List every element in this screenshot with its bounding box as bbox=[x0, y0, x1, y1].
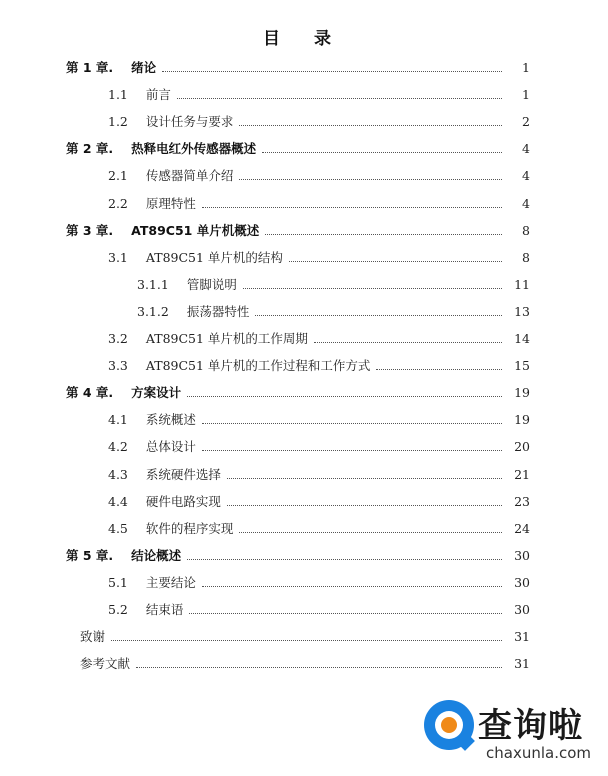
toc-entry-page: 31 bbox=[514, 629, 530, 645]
toc-entry-page: 11 bbox=[514, 276, 530, 292]
dot-leader bbox=[227, 505, 502, 506]
toc-entry-page: 4 bbox=[522, 141, 530, 157]
toc-entry bbox=[80, 656, 530, 672]
toc-entry-label bbox=[66, 385, 181, 401]
toc-entry-label bbox=[108, 412, 196, 428]
toc-entry-text: 前言 bbox=[145, 87, 171, 103]
dot-leader bbox=[187, 559, 502, 560]
toc-entry bbox=[108, 114, 530, 130]
toc-entry-label bbox=[137, 304, 249, 320]
toc-entry-label bbox=[137, 277, 237, 293]
toc-entry-label bbox=[108, 575, 196, 591]
dot-leader bbox=[239, 125, 502, 126]
toc-entry bbox=[108, 87, 530, 103]
dot-leader bbox=[239, 532, 502, 533]
toc-entry-number: 第 4 章. bbox=[66, 385, 114, 401]
toc-entry-label bbox=[80, 629, 105, 645]
toc-entry-number: 3.2 bbox=[108, 331, 128, 346]
toc-entry-number: 5.2 bbox=[108, 602, 128, 617]
dot-leader bbox=[243, 288, 502, 289]
toc-entry-page: 30 bbox=[514, 574, 530, 590]
toc-entry-number: 1.2 bbox=[108, 114, 128, 130]
toc-entry-page: 4 bbox=[522, 168, 530, 184]
toc-entry-text: 热释电红外传感器概述 bbox=[131, 141, 257, 157]
toc-entry-page: 30 bbox=[514, 602, 530, 617]
toc-entry-page: 24 bbox=[514, 520, 530, 536]
toc-entry-label bbox=[108, 87, 171, 103]
toc-entry bbox=[108, 250, 530, 266]
toc-entry-text: 传感器简单介绍 bbox=[145, 168, 234, 184]
toc-entry-label bbox=[66, 223, 259, 239]
toc-entry-page: 14 bbox=[514, 331, 530, 346]
page-title: 目 录 bbox=[263, 29, 345, 49]
dot-leader bbox=[255, 315, 502, 316]
toc-entry bbox=[108, 439, 530, 455]
toc-entry-text: AT89C51 单片机的工作周期 bbox=[145, 331, 308, 346]
dot-leader bbox=[289, 261, 502, 262]
dot-leader bbox=[177, 98, 502, 99]
toc-entry-number: 3.1.2 bbox=[137, 303, 169, 319]
toc-entry-label bbox=[108, 521, 233, 537]
toc-entry bbox=[108, 575, 530, 591]
toc-entry-label bbox=[108, 494, 221, 510]
toc-entry bbox=[66, 223, 530, 239]
toc-entry-text: 设计任务与要求 bbox=[145, 114, 234, 130]
toc-entry-text: 总体设计 bbox=[145, 439, 196, 455]
toc-entry-number: 4.1 bbox=[108, 412, 128, 428]
toc-entry-label bbox=[108, 114, 233, 130]
dot-leader bbox=[314, 342, 502, 343]
toc-entry-text: 硬件电路实现 bbox=[145, 493, 221, 509]
toc-entry-number: 1.1 bbox=[108, 87, 128, 103]
toc-entry-page: 19 bbox=[514, 385, 530, 401]
toc-entry bbox=[108, 358, 530, 374]
toc-entry-label bbox=[108, 602, 183, 618]
toc-entry-page: 8 bbox=[522, 222, 530, 238]
toc-entry-label bbox=[80, 656, 130, 672]
toc-entry bbox=[66, 548, 530, 564]
toc-entry bbox=[108, 168, 530, 184]
toc-entry-page: 13 bbox=[514, 303, 530, 319]
toc-entry-label bbox=[108, 168, 233, 184]
toc-entry-number: 4.3 bbox=[108, 466, 128, 482]
dot-leader bbox=[239, 179, 502, 180]
toc-entry-text: AT89C51 单片机的工作过程和工作方式 bbox=[145, 358, 371, 374]
toc-entry-text: 绪论 bbox=[131, 60, 157, 75]
toc-entry-text: 方案设计 bbox=[131, 385, 182, 401]
dot-leader bbox=[227, 478, 502, 479]
toc-entry bbox=[66, 385, 530, 401]
toc-entry-number: 3.1 bbox=[108, 249, 128, 265]
toc-entry-number: 2.2 bbox=[108, 195, 128, 211]
toc-entry-text: 系统硬件选择 bbox=[145, 466, 221, 482]
toc-entry-text: 参考文献 bbox=[80, 656, 131, 672]
toc-entry-text: 结束语 bbox=[145, 602, 184, 617]
toc-entry bbox=[108, 602, 530, 618]
dot-leader bbox=[202, 423, 502, 424]
toc-entry-text: 系统概述 bbox=[145, 412, 196, 428]
toc-entry-number: 3.1.1 bbox=[137, 276, 169, 292]
toc-entry bbox=[108, 494, 530, 510]
toc-entry-number: 5.1 bbox=[108, 574, 128, 590]
toc-entry-label bbox=[108, 439, 196, 455]
toc-entry-page: 15 bbox=[514, 358, 530, 374]
toc-entry-page: 19 bbox=[514, 412, 530, 428]
toc-entry-page: 1 bbox=[522, 87, 530, 103]
toc-entry bbox=[66, 60, 530, 76]
watermark-url: chaxunla.com bbox=[486, 744, 591, 762]
toc-entry-number: 第 1 章. bbox=[66, 60, 114, 75]
dot-leader bbox=[265, 234, 502, 235]
toc-entry-text: 主要结论 bbox=[145, 574, 196, 590]
toc-entry-text: 结论概述 bbox=[131, 547, 182, 563]
toc-entry-page: 31 bbox=[514, 656, 530, 672]
toc-entry-label bbox=[66, 548, 181, 564]
dot-leader bbox=[111, 640, 502, 641]
toc-entry-number: 2.1 bbox=[108, 168, 128, 184]
toc-entry-page: 8 bbox=[522, 249, 530, 265]
toc-entry-text: AT89C51 单片机概述 bbox=[131, 222, 260, 238]
toc-entry-page: 2 bbox=[522, 114, 530, 130]
toc-entry bbox=[137, 304, 530, 320]
toc-entry-number: 第 5 章. bbox=[66, 547, 114, 563]
toc-entry-number: 第 2 章. bbox=[66, 141, 114, 157]
toc-entry-page: 30 bbox=[514, 547, 530, 563]
toc-entry-page: 4 bbox=[522, 195, 530, 211]
toc-entry-page: 20 bbox=[514, 439, 530, 455]
dot-leader bbox=[376, 369, 502, 370]
toc-entry bbox=[108, 196, 530, 212]
toc-entry bbox=[108, 331, 530, 347]
dot-leader bbox=[187, 396, 502, 397]
toc-entry-text: 软件的程序实现 bbox=[145, 520, 234, 536]
toc-entry-text: 振荡器特性 bbox=[186, 303, 250, 319]
watermark bbox=[424, 696, 602, 766]
dot-leader bbox=[162, 71, 502, 72]
toc-entry-number: 第 3 章. bbox=[66, 222, 114, 238]
toc-entry-label bbox=[108, 331, 308, 347]
toc-entry-label bbox=[66, 141, 256, 157]
toc-entry bbox=[108, 412, 530, 428]
toc-entry-text: 致谢 bbox=[80, 629, 106, 645]
toc-entry bbox=[80, 629, 530, 645]
toc-entry-page: 23 bbox=[514, 493, 530, 509]
toc-entry-number: 4.2 bbox=[108, 439, 128, 455]
toc-entry-label bbox=[108, 196, 196, 212]
toc-entry-label bbox=[66, 60, 156, 76]
dot-leader bbox=[136, 667, 502, 668]
toc-entry-number: 3.3 bbox=[108, 358, 128, 374]
toc-entry-number: 4.4 bbox=[108, 493, 128, 509]
dot-leader bbox=[202, 207, 502, 208]
dot-leader bbox=[202, 586, 502, 587]
dot-leader bbox=[262, 152, 502, 153]
toc-entry bbox=[137, 277, 530, 293]
toc-entry-page: 21 bbox=[514, 466, 530, 482]
toc-entry-label bbox=[108, 250, 283, 266]
toc-entry-text: 原理特性 bbox=[145, 195, 196, 211]
toc-entry bbox=[108, 467, 530, 483]
toc-entry-page: 1 bbox=[522, 60, 530, 75]
toc-entry bbox=[108, 521, 530, 537]
toc-entry-text: AT89C51 单片机的结构 bbox=[145, 249, 283, 265]
toc-entry-number: 4.5 bbox=[108, 520, 128, 536]
toc-entry-text: 管脚说明 bbox=[186, 276, 237, 292]
magnifier-logo-icon bbox=[424, 700, 474, 750]
toc-entry-label bbox=[108, 358, 370, 374]
dot-leader bbox=[202, 450, 502, 451]
toc-entry bbox=[66, 141, 530, 157]
watermark-name: 查询啦 bbox=[478, 706, 583, 746]
toc-entry-label bbox=[108, 467, 221, 483]
dot-leader bbox=[189, 613, 502, 614]
